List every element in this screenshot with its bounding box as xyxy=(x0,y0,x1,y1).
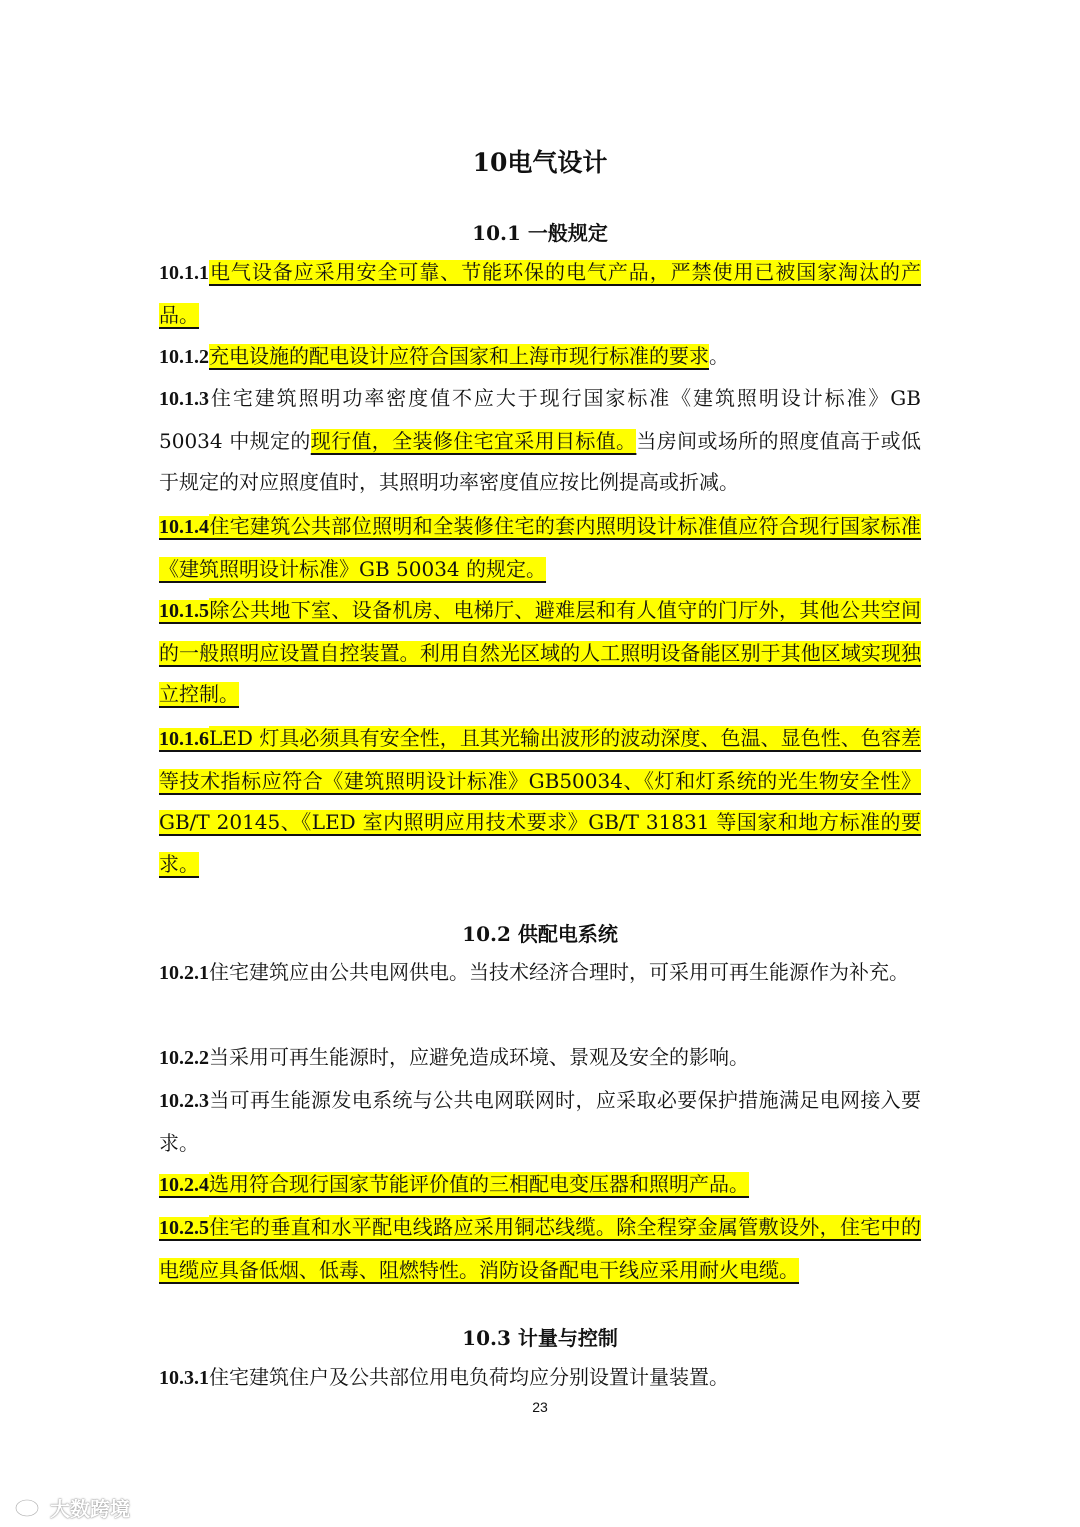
section-title-10-1: 10.1 一般规定 xyxy=(472,221,608,245)
clause-10-2-3 xyxy=(159,1080,921,1164)
clause-10-2-4 xyxy=(159,1164,921,1207)
clause-text-tail: 。 xyxy=(709,344,729,368)
section-title-10-2: 10.2 供配电系统 xyxy=(462,922,618,946)
clause-number: 10.1.4 xyxy=(159,516,209,538)
clause-text: 除公共地下室、设备机房、电梯厅、避难层和有人值守的门厅外，其他公共空间的一般照明应设置自控装置。利用自然光区域的人工照明设备能区别于其他区域实现独立控制。 xyxy=(159,598,921,707)
watermark xyxy=(14,1490,130,1524)
clause-10-1-4 xyxy=(159,506,921,590)
clause-number: 10.2.2 xyxy=(159,1047,209,1069)
clause-text: 住宅建筑应由公共电网供电。当技术经济合理时，可采用可再生能源作为补充。 xyxy=(209,960,909,984)
clause-10-1-6 xyxy=(159,718,921,886)
clause-text: 住宅建筑公共部位照明和全装修住宅的套内照明设计标准值应符合现行国家标准《建筑照明设计标准》GB 50034 的规定。 xyxy=(159,514,921,581)
clause-number: 10.1.6 xyxy=(159,728,209,750)
chapter-title: 10电气设计 xyxy=(472,148,608,177)
clause-text: 充电设施的配电设计应符合国家和上海市现行标准的要求 xyxy=(209,344,709,368)
clause-text: 住宅建筑照明功率密度值不应大于现行国家标准《建筑照明设计标准》GB 50034 中规定的 xyxy=(159,386,921,453)
clause-10-1-1 xyxy=(159,252,921,336)
clause-text-rest: 当房间或场所的照度值高于或低于规定的对应照度值时，其照明功率密度值应按比例提高或折减。 xyxy=(159,428,922,495)
clause-10-3-1 xyxy=(159,1357,921,1400)
weibo-icon xyxy=(14,1492,44,1523)
clause-number: 10.3.1 xyxy=(159,1367,209,1389)
clause-10-2-5 xyxy=(159,1207,921,1291)
clause-text: 住宅的垂直和水平配电线路应采用铜芯线缆。除全程穿金属管敷设外，住宅中的电缆应具备低烟、低毒、阻燃特性。消防设备配电干线应采用耐火电缆。 xyxy=(159,1215,921,1282)
clause-text: 当可再生能源发电系统与公共电网联网时，应采取必要保护措施满足电网接入要求。 xyxy=(159,1088,921,1155)
clause-text: 电气设备应采用安全可靠、节能环保的电气产品，严禁使用已被国家淘汰的产品。 xyxy=(159,260,921,327)
clause-10-1-5 xyxy=(159,590,921,716)
clause-number: 10.2.3 xyxy=(159,1090,209,1112)
clause-10-2-2 xyxy=(159,1037,921,1080)
clause-number: 10.1.1 xyxy=(159,262,209,284)
page-number: 23 xyxy=(532,1399,548,1415)
section-title-10-3: 10.3 计量与控制 xyxy=(462,1326,618,1350)
watermark-text: 大数跨境 xyxy=(50,1496,130,1521)
clause-10-1-3 xyxy=(159,378,921,504)
clause-text: 住宅建筑住户及公共部位用电负荷均应分别设置计量装置。 xyxy=(209,1365,729,1389)
clause-number: 10.1.5 xyxy=(159,600,209,622)
clause-10-1-2 xyxy=(159,336,921,379)
clause-text: LED 灯具必须具有安全性，且其光输出波形的波动深度、色温、显色性、色容差等技术指标应符合《建筑照明设计标准》GB50034、《灯和灯系统的光生物安全性》GB/T 20145、《LED 室内照明应用技术要求》GB/T 31831 等国家和地方标准的要求。 xyxy=(159,726,921,877)
clause-number: 10.1.3 xyxy=(159,388,209,410)
clause-number: 10.2.1 xyxy=(159,962,209,984)
clause-number: 10.2.4 xyxy=(159,1174,209,1196)
clause-text: 当采用可再生能源时，应避免造成环境、景观及安全的影响。 xyxy=(209,1045,749,1069)
clause-number: 10.1.2 xyxy=(159,346,209,368)
clause-text-highlight: 现行值，全装修住宅宜采用目标值。 xyxy=(310,428,637,453)
clause-text: 选用符合现行国家节能评价值的三相配电变压器和照明产品。 xyxy=(209,1172,749,1196)
clause-10-2-1 xyxy=(159,952,921,995)
clause-number: 10.2.5 xyxy=(159,1217,209,1239)
